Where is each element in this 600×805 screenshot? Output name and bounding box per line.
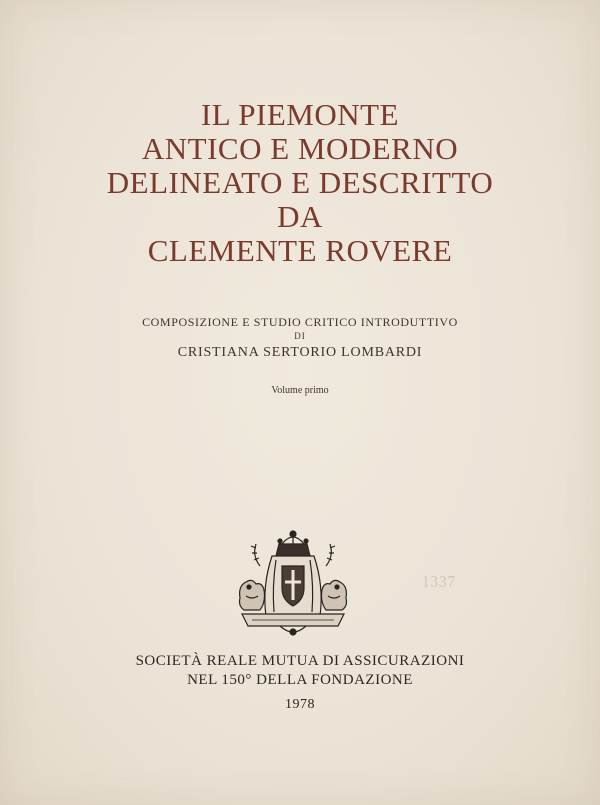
title-line-4: DA: [277, 199, 323, 234]
volume-label: Volume primo: [271, 385, 329, 396]
book-title: [0, 98, 600, 268]
publication-year: 1978: [285, 697, 315, 712]
shelf-stamp: 1337: [421, 572, 457, 591]
publisher-info: [0, 652, 600, 714]
di-line: DI: [294, 331, 306, 341]
title-line-1: IL PIEMONTE: [200, 97, 400, 132]
publisher-anniversary: NEL 150° DELLA FONDAZIONE: [187, 672, 413, 688]
editor-credit: [0, 314, 600, 364]
royal-coat-of-arms-icon: [232, 526, 354, 642]
publisher-name: SOCIETÀ REALE MUTUA DI ASSICURAZIONI: [135, 653, 465, 669]
composition-line: COMPOSIZIONE E STUDIO CRITICO INTRODUTTIVO: [142, 315, 458, 329]
title-line-2: ANTICO E MODERNO: [141, 131, 459, 166]
title-line-5: CLEMENTE ROVERE: [147, 233, 453, 268]
editor-name: CRISTIANA SERTORIO LOMBARDI: [177, 345, 423, 360]
title-line-3: DELINEATO E DESCRITTO: [106, 165, 494, 200]
